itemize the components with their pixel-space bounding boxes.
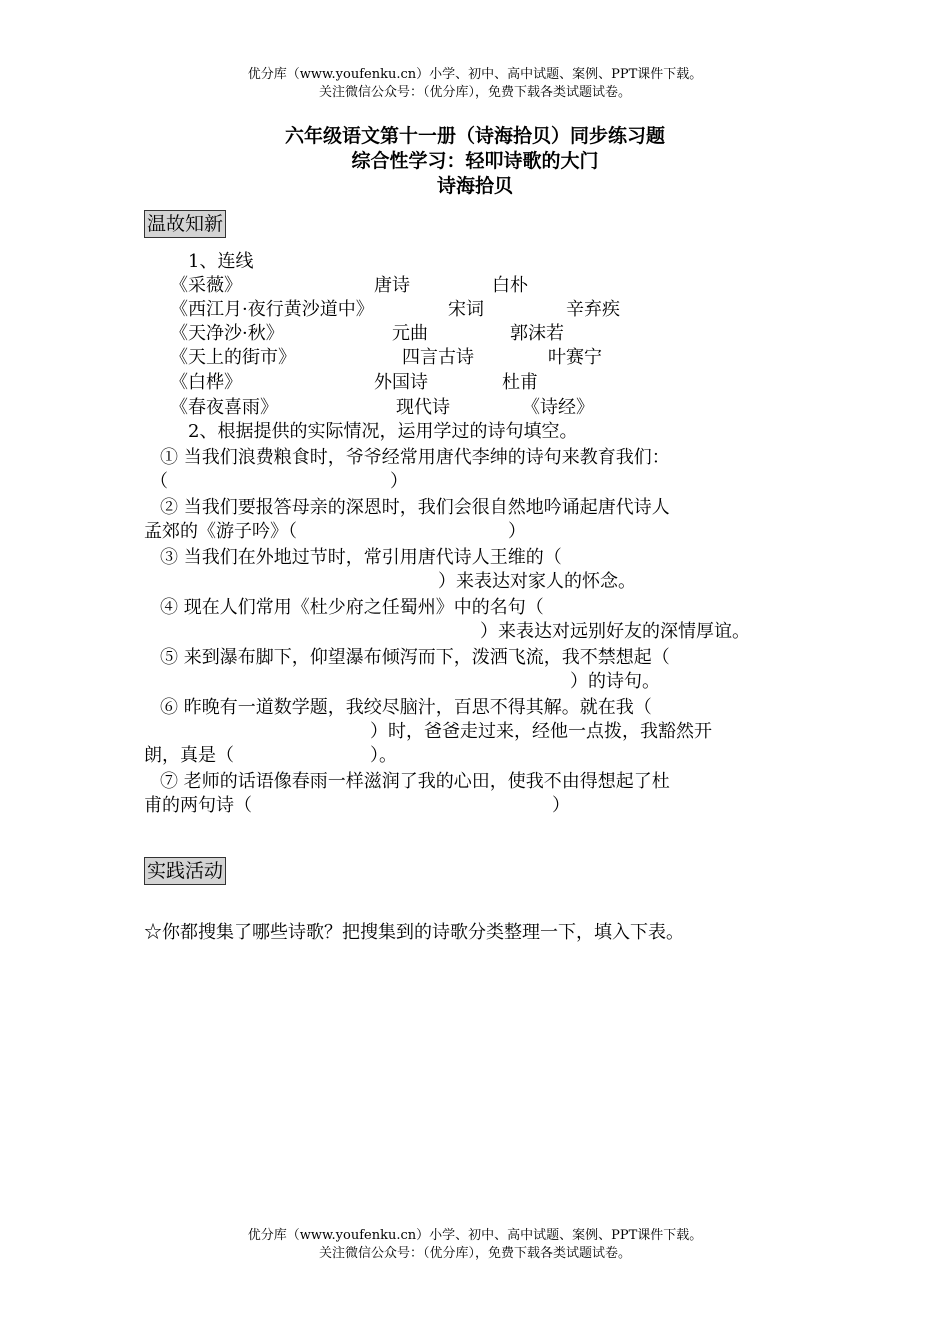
item-7-line-2: 甫的两句诗（ bbox=[144, 795, 252, 816]
match-left-6: 《春夜喜雨》 bbox=[170, 397, 278, 418]
practice-instruction: ☆你都搜集了哪些诗歌？把搜集到的诗歌分类整理一下，填入下表。 bbox=[144, 922, 684, 943]
q2-title: 2、根据提供的实际情况，运用学过的诗句填空。 bbox=[188, 421, 578, 442]
match-right-2: 辛弃疾 bbox=[566, 299, 620, 320]
doc-subtitle: 综合性学习：轻叩诗歌的大门 bbox=[351, 150, 599, 172]
match-right-3: 郭沫若 bbox=[510, 323, 564, 344]
match-mid-5: 外国诗 bbox=[374, 372, 428, 393]
item-4-line-2: ）来表达对远别好友的深情厚谊。 bbox=[480, 621, 750, 642]
header-line-2: 关注微信公众号：（优分库），免费下载各类试题试卷。 bbox=[318, 85, 631, 100]
item-7-close-paren: ） bbox=[552, 795, 570, 816]
item-3-line-1: ③ 当我们在外地过节时，常引用唐代诗人王维的（ bbox=[160, 547, 562, 568]
item-7-line-1: ⑦ 老师的话语像春雨一样滋润了我的心田，使我不由得想起了杜 bbox=[160, 771, 670, 792]
item-3-line-2: ）来表达对家人的怀念。 bbox=[438, 571, 636, 592]
match-mid-1: 唐诗 bbox=[374, 275, 410, 296]
doc-title: 六年级语文第十一册（诗海拾贝）同步练习题 bbox=[284, 125, 665, 147]
item-4-line-1: ④ 现在人们常用《杜少府之任蜀州》中的名句（ bbox=[160, 597, 544, 618]
section-label-review: 温故知新 bbox=[144, 210, 226, 238]
match-mid-2: 宋词 bbox=[448, 299, 484, 320]
item-6-line-1: ⑥ 昨晚有一道数学题，我绞尽脑汁，百思不得其解。就在我（ bbox=[160, 697, 652, 718]
footer-line-1: 优分库（www.youfenku.cn）小学、初中、高中试题、案例、PPT课件下载。 bbox=[247, 1228, 703, 1243]
item-1-close-paren: ） bbox=[390, 471, 408, 492]
doc-subtitle-2: 诗海拾贝 bbox=[436, 175, 513, 197]
page-header bbox=[0, 66, 950, 102]
item-2-line-1: ② 当我们要报答母亲的深恩时，我们会很自然地吟诵起唐代诗人 bbox=[160, 497, 670, 518]
item-5-line-2: ）的诗句。 bbox=[570, 671, 660, 692]
q1-title: 1、连线 bbox=[188, 251, 254, 272]
page-footer bbox=[0, 1227, 950, 1263]
match-mid-3: 元曲 bbox=[392, 323, 428, 344]
header-line-1: 优分库（www.youfenku.cn）小学、初中、高中试题、案例、PPT课件下载。 bbox=[247, 67, 703, 82]
item-5-line-1: ⑤ 来到瀑布脚下，仰望瀑布倾泻而下，泼洒飞流，我不禁想起（ bbox=[160, 647, 670, 668]
match-left-5: 《白桦》 bbox=[170, 372, 242, 393]
match-left-4: 《天上的街市》 bbox=[170, 347, 296, 368]
item-1-line-1: ① 当我们浪费粮食时，爷爷经常用唐代李绅的诗句来教育我们： bbox=[160, 447, 670, 468]
match-right-1: 白朴 bbox=[492, 275, 528, 296]
match-mid-4: 四言古诗 bbox=[402, 347, 474, 368]
match-left-1: 《采薇》 bbox=[170, 275, 242, 296]
item-2-close-paren: ） bbox=[508, 521, 526, 542]
item-6-close-paren: ）。 bbox=[370, 745, 397, 766]
footer-line-2: 关注微信公众号：（优分库），免费下载各类试题试卷。 bbox=[318, 1246, 631, 1261]
match-mid-6: 现代诗 bbox=[396, 397, 450, 418]
match-right-5: 杜甫 bbox=[502, 372, 538, 393]
match-right-4: 叶赛宁 bbox=[548, 347, 602, 368]
item-6-line-3: 朗，真是（ bbox=[144, 745, 234, 766]
section-label-practice: 实践活动 bbox=[144, 857, 226, 885]
item-6-line-2: ）时，爸爸走过来，经他一点拨，我豁然开 bbox=[370, 721, 712, 742]
match-right-6: 《诗经》 bbox=[522, 397, 594, 418]
item-2-line-2: 孟郊的《游子吟》（ bbox=[144, 521, 297, 542]
match-left-2: 《西江月·夜行黄沙道中》 bbox=[170, 299, 374, 320]
match-left-3: 《天净沙·秋》 bbox=[170, 323, 284, 344]
item-1-open-paren: （ bbox=[150, 471, 168, 492]
